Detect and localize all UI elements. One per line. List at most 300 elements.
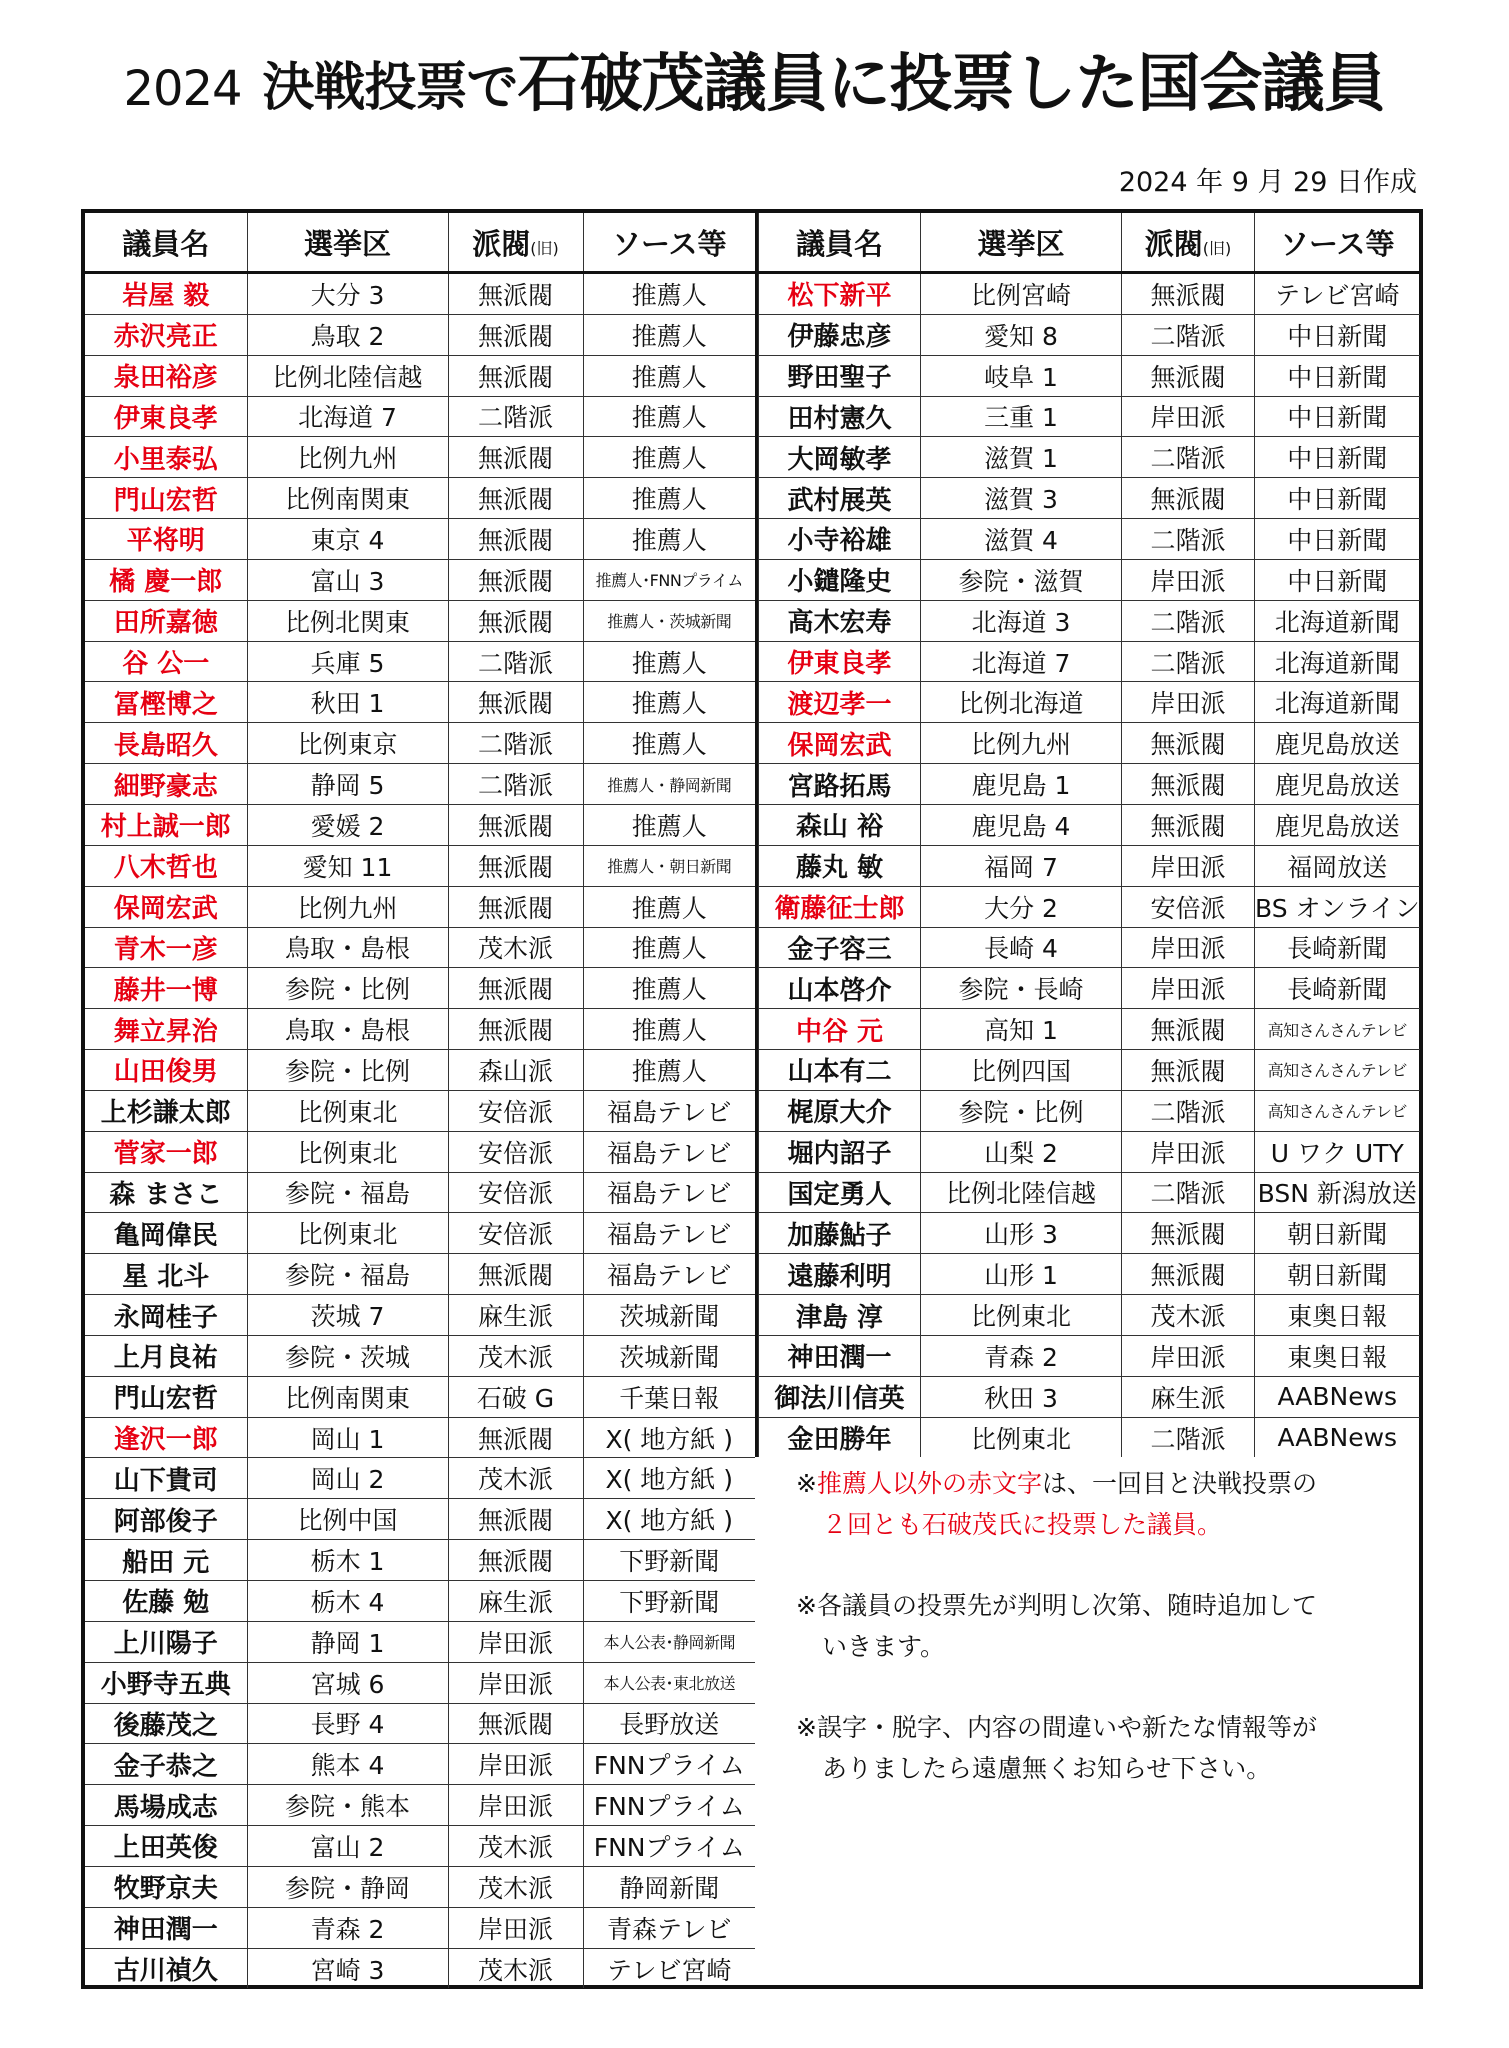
member-district: 比例中国	[247, 1499, 448, 1540]
note-red-phrase: 推薦人以外の赤文字	[816, 1469, 1042, 1498]
table-row	[85, 1213, 755, 1254]
member-name: 門山宏哲	[85, 1376, 247, 1417]
member-faction: 茂木派	[448, 1866, 583, 1907]
member-district: 秋田 1	[247, 682, 448, 723]
member-district: 比例東北	[921, 1295, 1122, 1336]
member-source: 推薦人	[583, 886, 755, 927]
member-district: 富山 3	[247, 559, 448, 600]
member-district: 参院・福島	[247, 1254, 448, 1295]
member-source: 推薦人・茨城新聞	[583, 600, 755, 641]
member-faction: 岸田派	[1122, 1131, 1255, 1172]
member-source: 中日新聞	[1255, 314, 1420, 355]
table-row	[85, 1254, 755, 1295]
member-district: 比例東北	[247, 1213, 448, 1254]
member-name: 神田潤一	[85, 1907, 247, 1948]
member-district: 参院・静岡	[247, 1866, 448, 1907]
member-name: 小鑓隆史	[759, 559, 921, 600]
member-district: 東京 4	[247, 519, 448, 560]
member-district: 秋田 3	[921, 1376, 1122, 1417]
table-row	[85, 1009, 755, 1050]
table-row	[85, 927, 755, 968]
member-district: 愛知 8	[921, 314, 1122, 355]
member-source: 推薦人	[583, 519, 755, 560]
member-source: 推薦人	[583, 1009, 755, 1050]
member-source: 推薦人	[583, 968, 755, 1009]
member-source: 推薦人・朝日新聞	[583, 845, 755, 886]
member-district: 山形 1	[921, 1254, 1122, 1295]
table-row	[759, 1050, 1420, 1091]
member-district: 栃木 4	[247, 1581, 448, 1622]
table-row	[85, 723, 755, 764]
table-row	[85, 1540, 755, 1581]
member-source: 東奥日報	[1255, 1335, 1420, 1376]
member-faction: 麻生派	[1122, 1376, 1255, 1417]
member-name: 馬場成志	[85, 1785, 247, 1826]
member-name: 神田潤一	[759, 1335, 921, 1376]
member-source: 推薦人・静岡新聞	[583, 764, 755, 805]
member-district: 北海道 7	[921, 641, 1122, 682]
member-source: 下野新聞	[583, 1581, 755, 1622]
member-faction: 安倍派	[448, 1090, 583, 1131]
member-district: 鳥取・島根	[247, 927, 448, 968]
left-table-section	[85, 213, 755, 1988]
left-members-table	[85, 213, 755, 1988]
member-source: テレビ宮崎	[1255, 273, 1420, 315]
member-faction: 無派閥	[1122, 1213, 1255, 1254]
member-faction: 茂木派	[448, 1458, 583, 1499]
note-updates-line2: いきます。	[822, 1632, 946, 1661]
title-main: 石破茂議員に投票した国会議員	[517, 47, 1386, 120]
member-name: 門山宏哲	[85, 478, 247, 519]
member-faction: 岸田派	[448, 1662, 583, 1703]
member-name: 中谷 元	[759, 1009, 921, 1050]
member-district: 比例南関東	[247, 1376, 448, 1417]
table-row	[85, 1907, 755, 1948]
header-source: ソース等	[583, 213, 755, 273]
member-name: 津島 淳	[759, 1295, 921, 1336]
member-district: 比例北陸信越	[247, 355, 448, 396]
member-faction: 無派閥	[448, 1540, 583, 1581]
member-name: 伊東良孝	[759, 641, 921, 682]
member-faction: 二階派	[1122, 437, 1255, 478]
member-district: 栃木 1	[247, 1540, 448, 1581]
member-faction: 無派閥	[448, 968, 583, 1009]
member-district: 比例南関東	[247, 478, 448, 519]
member-name: 逢沢一郎	[85, 1417, 247, 1458]
member-name: 岩屋 毅	[85, 273, 247, 315]
member-district: 静岡 5	[247, 764, 448, 805]
member-district: 大分 2	[921, 886, 1122, 927]
member-district: 鹿児島 1	[921, 764, 1122, 805]
member-district: 滋賀 1	[921, 437, 1122, 478]
table-row	[85, 1172, 755, 1213]
member-faction: 岸田派	[1122, 1335, 1255, 1376]
member-name: 阿部俊子	[85, 1499, 247, 1540]
member-source: 本人公表･東北放送	[583, 1662, 755, 1703]
note-black-phrase: は、一回目と決戦投票の	[1041, 1469, 1317, 1498]
member-district: 茨城 7	[247, 1295, 448, 1336]
member-district: 鳥取・島根	[247, 1009, 448, 1050]
member-source: 北海道新聞	[1255, 641, 1420, 682]
member-source: 推薦人･FNNプライム	[583, 559, 755, 600]
title-mid: 決戦投票で	[262, 58, 518, 118]
member-source: 長崎新聞	[1255, 927, 1420, 968]
table-row	[759, 845, 1420, 886]
member-source: FNNプライム	[583, 1744, 755, 1785]
member-district: 比例東北	[921, 1417, 1122, 1457]
member-source: 推薦人	[583, 641, 755, 682]
member-district: 山梨 2	[921, 1131, 1122, 1172]
member-name: 山田俊男	[85, 1050, 247, 1091]
members-table-frame	[81, 209, 1423, 1989]
table-row	[85, 968, 755, 1009]
member-name: 田所嘉徳	[85, 600, 247, 641]
member-name: 赤沢亮正	[85, 314, 247, 355]
member-source: テレビ宮崎	[583, 1948, 755, 1988]
member-faction: 二階派	[1122, 1172, 1255, 1213]
member-source: 福島テレビ	[583, 1090, 755, 1131]
table-row	[85, 314, 755, 355]
member-district: 滋賀 3	[921, 478, 1122, 519]
member-faction: 岸田派	[448, 1907, 583, 1948]
note-red-continuation: ２回とも石破茂氏に投票した議員。	[822, 1510, 1223, 1539]
member-faction: 二階派	[448, 396, 583, 437]
member-source: 推薦人	[583, 927, 755, 968]
table-row	[759, 968, 1420, 1009]
table-row	[759, 478, 1420, 519]
header-district: 選挙区	[247, 213, 448, 273]
member-district: 鳥取 2	[247, 314, 448, 355]
table-row	[759, 355, 1420, 396]
member-faction: 岸田派	[1122, 396, 1255, 437]
table-row	[85, 1703, 755, 1744]
member-faction: 安倍派	[448, 1172, 583, 1213]
member-name: 八木哲也	[85, 845, 247, 886]
table-row	[85, 1335, 755, 1376]
member-faction: 二階派	[1122, 519, 1255, 560]
note-red-text	[796, 1463, 1422, 1545]
member-district: 参院・茨城	[247, 1335, 448, 1376]
member-faction: 無派閥	[448, 600, 583, 641]
table-row	[85, 355, 755, 396]
member-district: 岐阜 1	[921, 355, 1122, 396]
member-faction: 二階派	[448, 723, 583, 764]
member-district: 参院・比例	[921, 1090, 1122, 1131]
member-source: 福島テレビ	[583, 1172, 755, 1213]
table-row	[759, 1009, 1420, 1050]
member-faction: 無派閥	[1122, 764, 1255, 805]
member-faction: 麻生派	[448, 1581, 583, 1622]
member-faction: 無派閥	[1122, 1009, 1255, 1050]
member-faction: 無派閥	[448, 355, 583, 396]
table-row	[85, 559, 755, 600]
member-faction: 岸田派	[1122, 927, 1255, 968]
table-row	[759, 927, 1420, 968]
member-name: 舞立昇治	[85, 1009, 247, 1050]
member-name: 冨樫博之	[85, 682, 247, 723]
table-row	[85, 1826, 755, 1867]
member-name: 保岡宏武	[759, 723, 921, 764]
table-row	[85, 1581, 755, 1622]
table-row	[85, 1417, 755, 1458]
member-district: 静岡 1	[247, 1621, 448, 1662]
member-name: 金子恭之	[85, 1744, 247, 1785]
table-row	[759, 641, 1420, 682]
table-row	[759, 559, 1420, 600]
title-year: 2024	[123, 61, 242, 117]
member-source: 福岡放送	[1255, 845, 1420, 886]
member-name: 平将明	[85, 519, 247, 560]
member-name: 山本有二	[759, 1050, 921, 1091]
member-district: 熊本 4	[247, 1744, 448, 1785]
member-faction: 茂木派	[448, 1948, 583, 1988]
table-row	[85, 478, 755, 519]
table-row	[759, 1090, 1420, 1131]
created-date: 2024 年 9 月 29 日作成	[1118, 167, 1417, 198]
member-district: 比例東京	[247, 723, 448, 764]
member-source: AABNews	[1255, 1376, 1420, 1417]
table-row	[85, 1785, 755, 1826]
member-source: 中日新聞	[1255, 519, 1420, 560]
member-source: BSN 新潟放送	[1255, 1172, 1420, 1213]
member-source: 鹿児島放送	[1255, 723, 1420, 764]
member-source: 中日新聞	[1255, 559, 1420, 600]
right-table-body	[759, 273, 1420, 1458]
member-source: 高知さんさんテレビ	[1255, 1009, 1420, 1050]
table-row	[85, 764, 755, 805]
member-faction: 森山派	[448, 1050, 583, 1091]
member-source: 推薦人	[583, 478, 755, 519]
table-row	[85, 804, 755, 845]
table-row	[759, 682, 1420, 723]
member-district: 比例九州	[247, 437, 448, 478]
member-district: 参院・比例	[247, 968, 448, 1009]
table-row	[85, 396, 755, 437]
member-source: 北海道新聞	[1255, 600, 1420, 641]
member-faction: 無派閥	[448, 682, 583, 723]
member-district: 富山 2	[247, 1826, 448, 1867]
member-name: 金田勝年	[759, 1417, 921, 1457]
table-row	[85, 1948, 755, 1988]
member-district: 比例四国	[921, 1050, 1122, 1091]
table-row	[759, 886, 1420, 927]
member-name: 橘 慶一郎	[85, 559, 247, 600]
member-name: 伊東良孝	[85, 396, 247, 437]
header-faction	[1122, 213, 1255, 273]
member-faction: 無派閥	[1122, 723, 1255, 764]
member-source: 中日新聞	[1255, 355, 1420, 396]
member-name: 渡辺孝一	[759, 682, 921, 723]
table-row	[85, 845, 755, 886]
member-source: 推薦人	[583, 682, 755, 723]
table-row	[85, 437, 755, 478]
page-title	[0, 47, 1509, 120]
member-name: 村上誠一郎	[85, 804, 247, 845]
member-faction: 無派閥	[448, 478, 583, 519]
member-faction: 無派閥	[448, 845, 583, 886]
member-source: 青森テレビ	[583, 1907, 755, 1948]
member-source: 本人公表･静岡新聞	[583, 1621, 755, 1662]
member-faction: 二階派	[1122, 600, 1255, 641]
member-district: 宮崎 3	[247, 1948, 448, 1988]
member-name: 長島昭久	[85, 723, 247, 764]
member-district: 兵庫 5	[247, 641, 448, 682]
member-district: 比例北陸信越	[921, 1172, 1122, 1213]
member-name: 細野豪志	[85, 764, 247, 805]
table-row	[85, 1090, 755, 1131]
table-row	[759, 600, 1420, 641]
member-source: 推薦人	[583, 396, 755, 437]
table-header-row	[759, 213, 1420, 273]
table-row	[85, 641, 755, 682]
table-row	[85, 1376, 755, 1417]
member-name: 山下貴司	[85, 1458, 247, 1499]
note-corrections-line2: ありましたら遠慮無くお知らせ下さい。	[822, 1754, 1272, 1783]
member-district: 比例東北	[247, 1131, 448, 1172]
member-name: 伊藤忠彦	[759, 314, 921, 355]
member-name: 衛藤征士郎	[759, 886, 921, 927]
member-name: 御法川信英	[759, 1376, 921, 1417]
member-faction: 無派閥	[448, 804, 583, 845]
member-name: 菅家一郎	[85, 1131, 247, 1172]
table-row	[85, 1621, 755, 1662]
member-faction: 岸田派	[448, 1785, 583, 1826]
member-source: 推薦人	[583, 355, 755, 396]
member-district: 参院・熊本	[247, 1785, 448, 1826]
table-row	[85, 1866, 755, 1907]
member-name: 上月良祐	[85, 1335, 247, 1376]
member-name: 武村展英	[759, 478, 921, 519]
member-name: 佐藤 勉	[85, 1581, 247, 1622]
member-faction: 茂木派	[448, 927, 583, 968]
table-row	[759, 1213, 1420, 1254]
member-district: 高知 1	[921, 1009, 1122, 1050]
table-row	[759, 437, 1420, 478]
member-faction: 石破 G	[448, 1376, 583, 1417]
member-district: 比例北関東	[247, 600, 448, 641]
member-source: 推薦人	[583, 723, 755, 764]
member-faction: 無派閥	[448, 437, 583, 478]
member-name: 宮路拓馬	[759, 764, 921, 805]
member-district: 参院・福島	[247, 1172, 448, 1213]
member-name: 船田 元	[85, 1540, 247, 1581]
member-faction: 安倍派	[448, 1131, 583, 1172]
right-members-table	[758, 213, 1420, 1457]
member-faction: 安倍派	[448, 1213, 583, 1254]
member-source: 長崎新聞	[1255, 968, 1420, 1009]
member-name: 泉田裕彦	[85, 355, 247, 396]
table-row	[85, 519, 755, 560]
member-source: BS オンライン	[1255, 886, 1420, 927]
member-name: 谷 公一	[85, 641, 247, 682]
member-name: 小寺裕雄	[759, 519, 921, 560]
table-row	[759, 1131, 1420, 1172]
member-faction: 麻生派	[448, 1295, 583, 1336]
table-row	[759, 519, 1420, 560]
table-row	[85, 1662, 755, 1703]
table-header-row	[85, 213, 755, 273]
member-name: 高木宏寿	[759, 600, 921, 641]
member-name: 上杉謙太郎	[85, 1090, 247, 1131]
member-name: 藤井一博	[85, 968, 247, 1009]
member-district: 大分 3	[247, 273, 448, 315]
member-faction: 無派閥	[448, 559, 583, 600]
table-row	[85, 1499, 755, 1540]
member-faction: 岸田派	[448, 1744, 583, 1785]
member-source: 朝日新聞	[1255, 1213, 1420, 1254]
table-row	[759, 396, 1420, 437]
member-faction: 無派閥	[448, 1009, 583, 1050]
member-source: AABNews	[1255, 1417, 1420, 1457]
member-source: 福島テレビ	[583, 1131, 755, 1172]
table-row	[759, 723, 1420, 764]
member-faction: 無派閥	[1122, 355, 1255, 396]
member-faction: 無派閥	[1122, 1254, 1255, 1295]
member-name: 堀内詔子	[759, 1131, 921, 1172]
member-source: 中日新聞	[1255, 478, 1420, 519]
member-name: 大岡敏孝	[759, 437, 921, 478]
member-faction: 二階派	[1122, 1417, 1255, 1457]
member-source: 茨城新聞	[583, 1295, 755, 1336]
table-row	[759, 804, 1420, 845]
member-source: 千葉日報	[583, 1376, 755, 1417]
member-district: 愛媛 2	[247, 804, 448, 845]
member-faction: 無派閥	[448, 886, 583, 927]
table-row	[759, 1254, 1420, 1295]
table-row	[759, 314, 1420, 355]
member-faction: 二階派	[1122, 1090, 1255, 1131]
member-source: 推薦人	[583, 804, 755, 845]
table-row	[759, 273, 1420, 315]
member-district: 参院・長崎	[921, 968, 1122, 1009]
member-source: 福島テレビ	[583, 1213, 755, 1254]
member-name: 永岡桂子	[85, 1295, 247, 1336]
table-row	[85, 1744, 755, 1785]
member-source: 長野放送	[583, 1703, 755, 1744]
member-name: 保岡宏武	[85, 886, 247, 927]
table-row	[85, 273, 755, 315]
member-source: 高知さんさんテレビ	[1255, 1090, 1420, 1131]
member-district: 比例九州	[921, 723, 1122, 764]
member-source: 中日新聞	[1255, 396, 1420, 437]
member-source: X( 地方紙 )	[583, 1499, 755, 1540]
member-faction: 無派閥	[448, 1499, 583, 1540]
note-corrections-line1: ※誤字・脱字、内容の間違いや新たな情報等が	[796, 1713, 1317, 1742]
table-row	[759, 1295, 1420, 1336]
table-row	[85, 1050, 755, 1091]
header-district: 選挙区	[921, 213, 1122, 273]
member-source: X( 地方紙 )	[583, 1458, 755, 1499]
member-district: 長野 4	[247, 1703, 448, 1744]
member-name: 加藤鮎子	[759, 1213, 921, 1254]
member-district: 比例北海道	[921, 682, 1122, 723]
header-name: 議員名	[85, 213, 247, 273]
table-row	[759, 1417, 1420, 1457]
member-faction: 無派閥	[448, 314, 583, 355]
table-row	[759, 1376, 1420, 1417]
member-source: 推薦人	[583, 314, 755, 355]
member-district: 北海道 3	[921, 600, 1122, 641]
member-name: 山本啓介	[759, 968, 921, 1009]
table-row	[85, 886, 755, 927]
member-source: 中日新聞	[1255, 437, 1420, 478]
header-faction-suffix: (旧)	[1202, 238, 1232, 258]
member-name: 小里泰弘	[85, 437, 247, 478]
member-faction: 二階派	[448, 764, 583, 805]
member-name: 牧野京夫	[85, 1866, 247, 1907]
member-source: 高知さんさんテレビ	[1255, 1050, 1420, 1091]
member-name: 上川陽子	[85, 1621, 247, 1662]
